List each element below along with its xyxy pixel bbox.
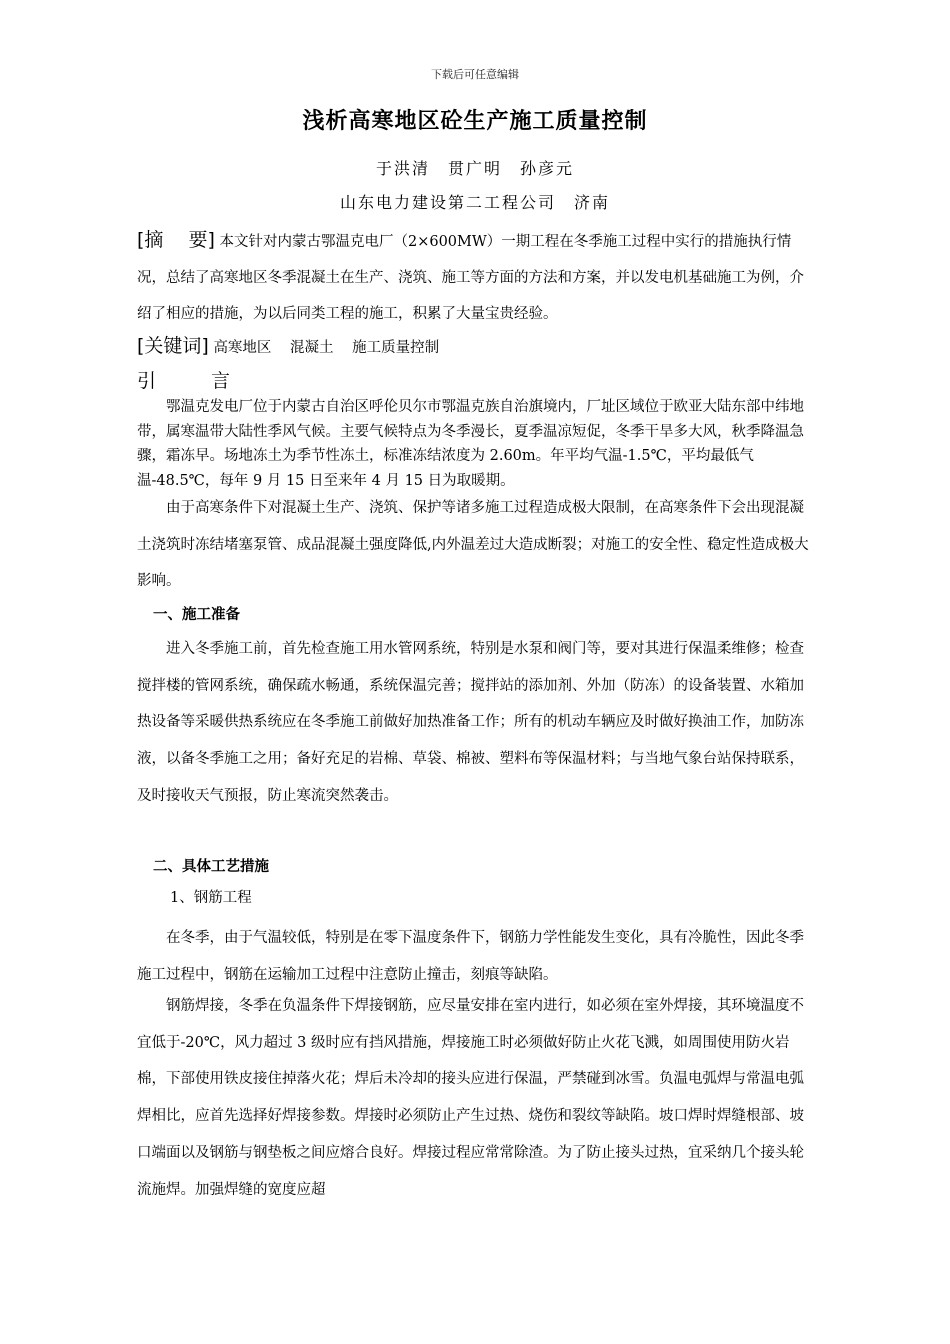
keywords — [137, 330, 817, 364]
subsection-heading: 1、钢筋工程 — [170, 890, 252, 906]
abstract-label: [摘 要] — [137, 229, 215, 251]
organization: 山东电力建设第二工程公司 济南 — [339, 193, 610, 212]
section-paragraph: 在冬季，由于气温较低，特别是在零下温度条件下，钢筋力学性能发生变化，具有冷脆性，因此冬季施工过程中，钢筋在运输加工过程中注意防止撞击，刻痕等缺陷。 — [137, 930, 804, 983]
abstract-text: 本文针对内蒙古鄂温克电厂（2×600MW）一期工程在冬季施工过程中实行的措施执行情况，总结了高寒地区冬季混凝土在生产、浇筑、施工等方面的方法和方案，并以发电机基础施工为例，介绍了相应的措施，为以后同类工程的施工，积累了大量宝贵经验。 — [137, 234, 804, 322]
intro-paragraph: 鄂温克发电厂位于内蒙古自治区呼伦贝尔市鄂温克族自治旗境内，厂址区域位于欧亚大陆东部中纬地带，属寒温带大陆性季风气候。主要气候特点为冬季漫长，夏季温凉短促，冬季干旱多大风，秋季降温急骤，霜冻早。场地冻土为季节性冻土，标准冻结浓度为 2.60m。年平均气温-1.5℃，平均最低气温-48.5℃，每年 9 月 15 日至来年 4 月 15 日为取暖期。 — [137, 399, 804, 489]
authors: 于洪清 贯广明 孙彦元 — [375, 159, 574, 178]
keywords-label: [关键词] — [137, 335, 209, 357]
intro-paragraph: 由于高寒条件下对混凝土生产、浇筑、保护等诸多施工过程造成极大限制，在高寒条件下会出现混凝土浇筑时冻结堵塞泵管、成品混凝土强度降低,内外温差过大造成断裂；对施工的安全性、稳定性造成极大影响。 — [137, 500, 809, 589]
page-title: 浅析高寒地区砼生产施工质量控制 — [302, 109, 648, 134]
keyword: 高寒地区 — [213, 340, 272, 356]
section-paragraph: 进入冬季施工前，首先检查施工用水管网系统，特别是水泵和阀门等，要对其进行保温柔维修；检查搅拌楼的管网系统，确保疏水畅通，系统保温完善；搅拌站的添加剂、外加（防冻）的设备装置、水箱加热设备等采暖供热系统应在冬季施工前做好加热准备工作；所有的机动车辆应及时做好换油工作，加防冻液，以备冬季施工之用；备好充足的岩棉、草袋、棉被、塑料布等保温材料；与当地气象台站保持联系，及时接收天气预报，防止寒流突然袭击。 — [137, 641, 804, 804]
abstract — [137, 222, 817, 332]
keyword: 施工质量控制 — [352, 340, 440, 356]
section-paragraph: 钢筋焊接，冬季在负温条件下焊接钢筋，应尽量安排在室内进行，如必须在室外焊接，其环境温度不宜低于-20℃，风力超过 3 级时应有挡风措施，焊接施工时必须做好防止火花飞溅，如周围使用防火岩棉，下部使用铁皮接住掉落火花；焊后未冷却的接头应进行保温，严禁碰到冰雪。负温电弧焊与常温电弧焊相比，应首先选择好焊接参数。焊接时必须防止产生过热、烧伤和裂纹等缺陷。坡口焊时焊缝根部、坡口端面以及钢筋与钢垫板之间应熔合良好。焊接过程应常常除渣。为了防止接头过热，宜采纳几个接头轮流施焊。加强焊缝的宽度应超 — [137, 998, 804, 1198]
section-heading: 二、具体工艺措施 — [153, 859, 269, 875]
keyword: 混凝土 — [290, 340, 334, 356]
section-heading: 一、施工准备 — [153, 607, 240, 623]
intro-heading: 引 言 — [137, 370, 249, 392]
header-note: 下载后可任意编辑 — [431, 68, 519, 81]
